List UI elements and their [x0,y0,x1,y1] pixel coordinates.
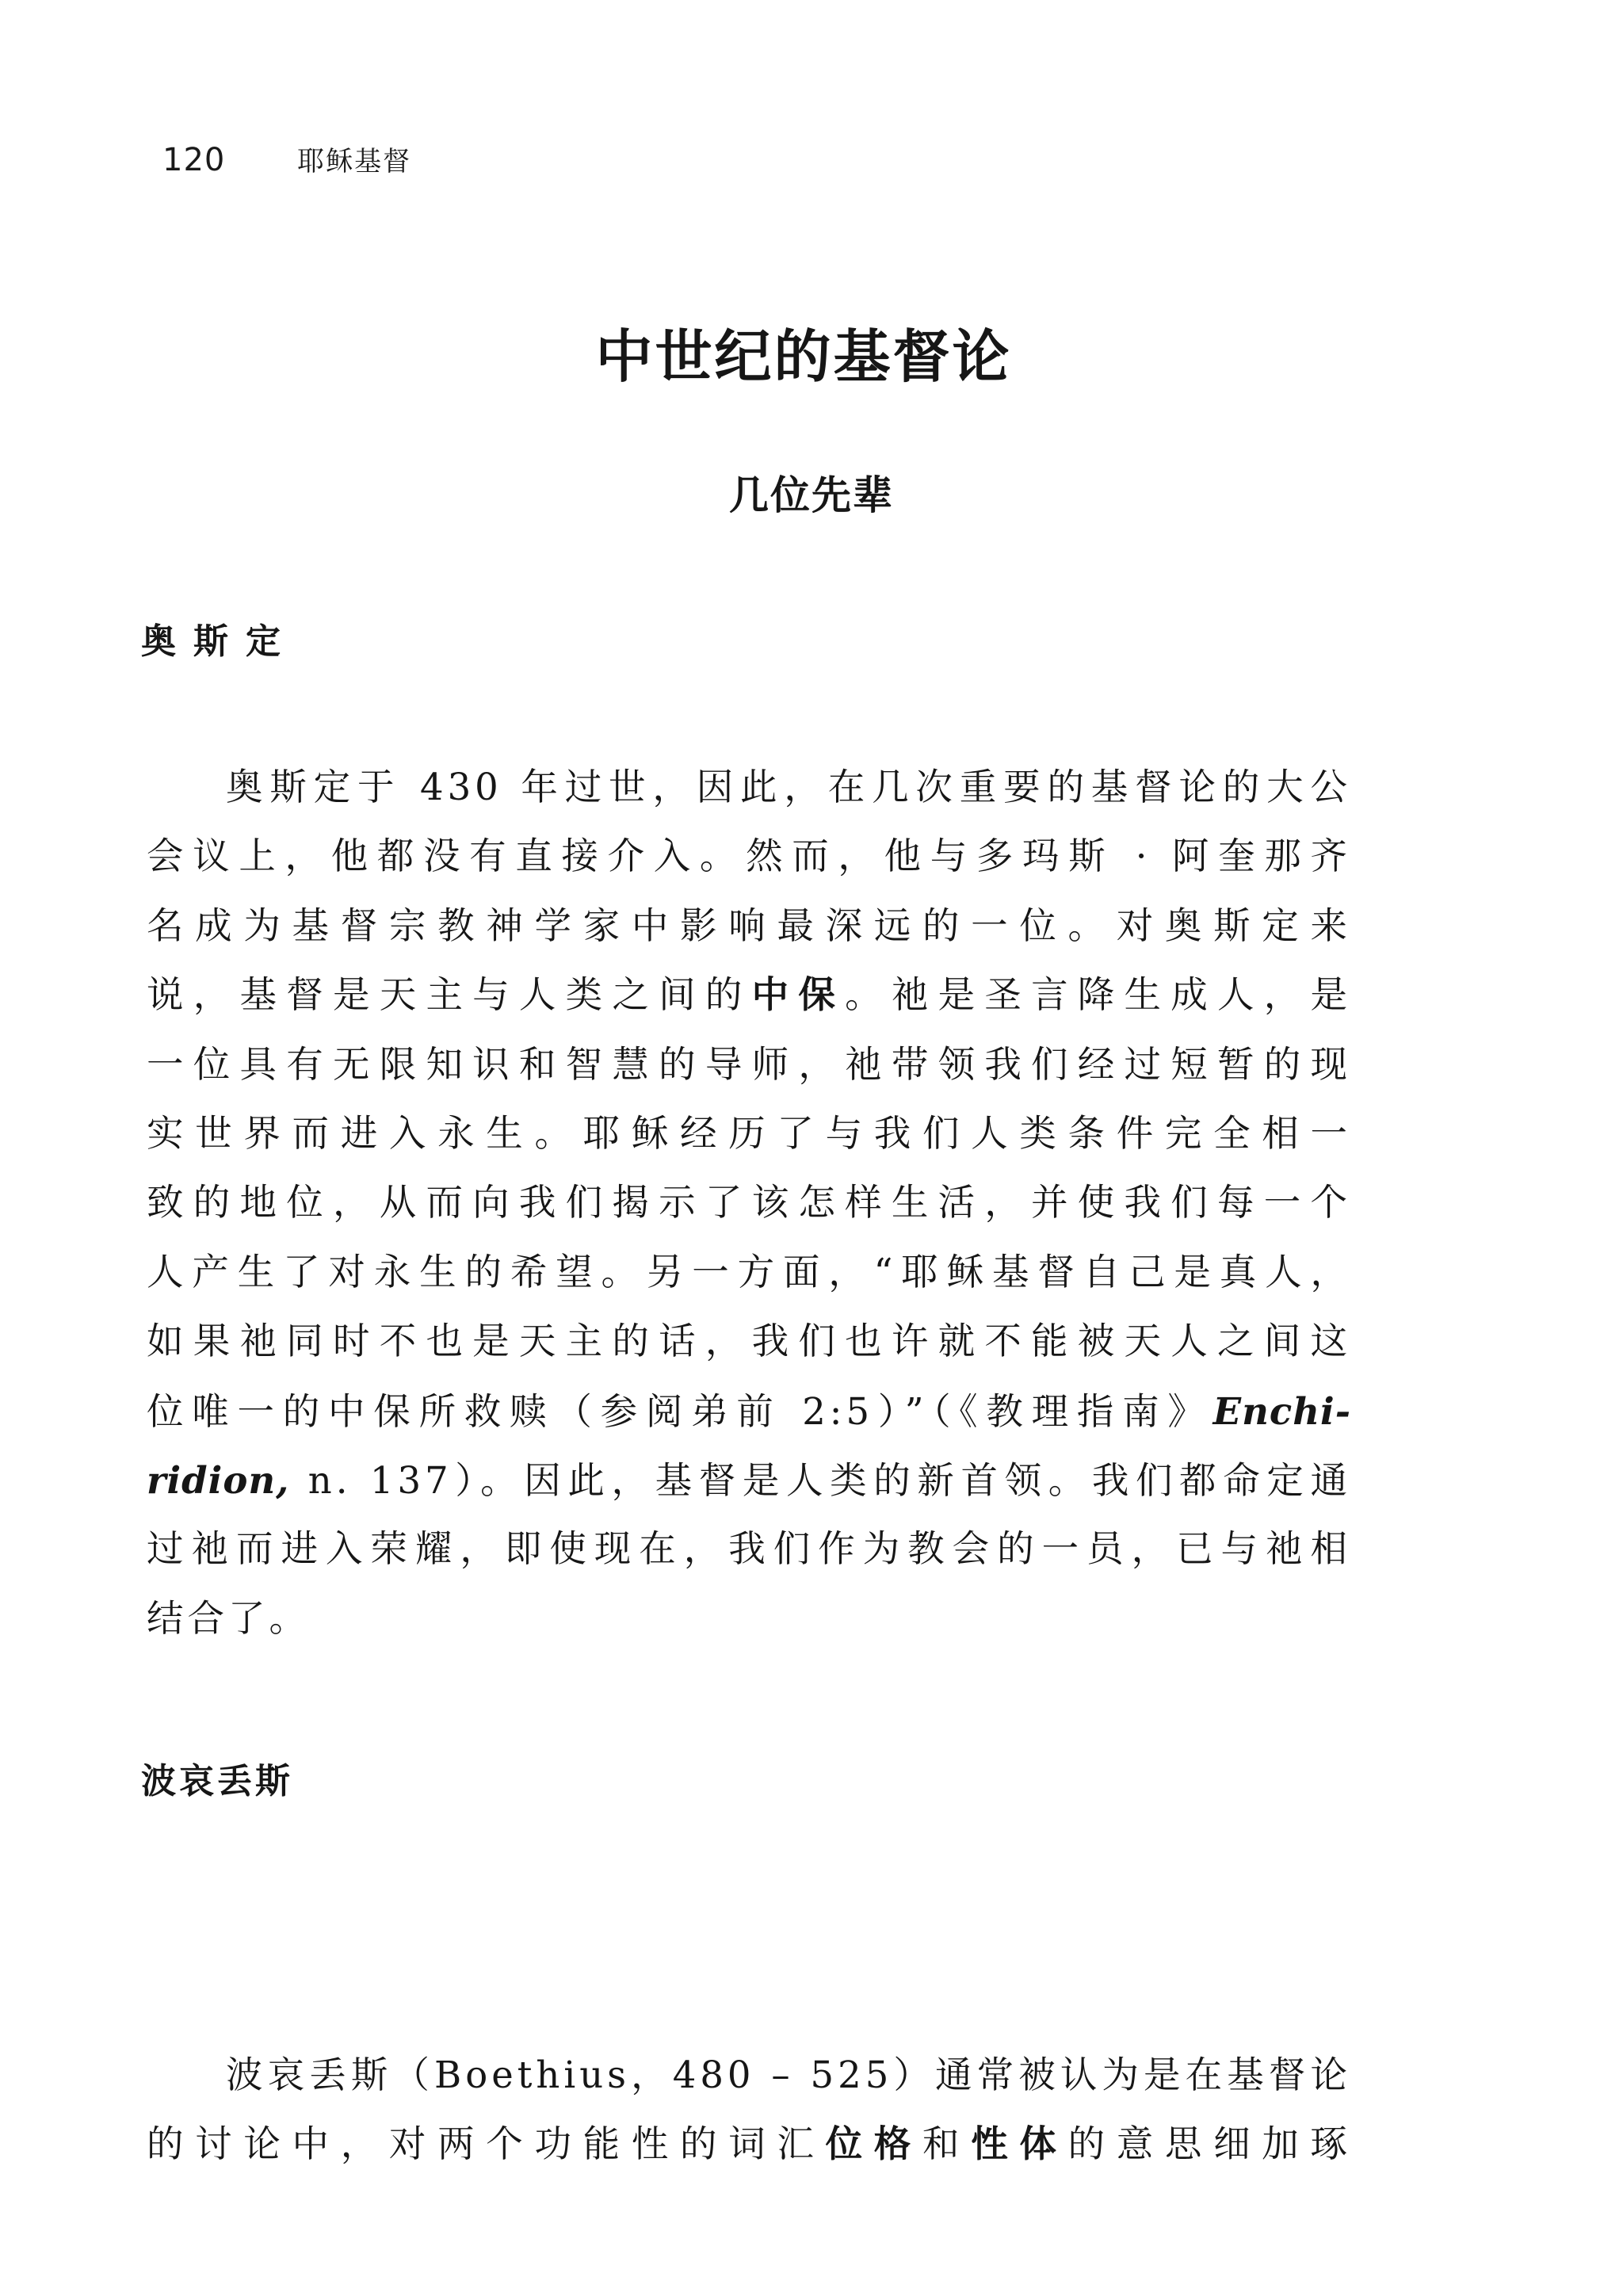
subsection-heading-augustine: 奥斯定 [141,621,298,662]
text-line: 一位具有无限知识和智慧的导师，祂带领我们经过短暂的现 [147,1042,1351,1086]
text-run: 的意思细加琢 [1067,2122,1351,2166]
text-line: 会议上，他都没有直接介入。然而，他与多玛斯 · 阿奎那齐 [147,835,1351,878]
text-line: 实世界而进入永生。耶稣经历了与我们人类条件完全相一 [147,1111,1351,1155]
latin-title-enchiridion: Enchi- [1212,1389,1351,1433]
text-run: 的讨论中，对两个功能性的词汇 [147,2122,826,2166]
text-line: 如果祂同时不也是天主的话，我们也许就不能被天人之间这 [147,1320,1351,1363]
text-line: 结合了。 [147,1596,310,1640]
text-line: 人产生了对永生的希望。另一方面，“耶稣基督自己是真人， [147,1250,1351,1293]
section-title: 几位先辈 [729,472,894,518]
chapter-title: 中世纪的基督论 [595,323,1012,390]
text-line: 过祂而进入荣耀，即使现在，我们作为教会的一员，已与祂相 [147,1527,1351,1571]
subsection-heading-boethius: 波哀丢斯 [141,1761,293,1801]
text-line: 名成为基督宗教神学家中影响最深远的一位。对奥斯定来 [147,904,1351,947]
text-line: 波哀丢斯（Boethius，480 – 525）通常被认为是在基督论 [226,2053,1351,2096]
text-run: 说，基督是天主与人类之间的 [147,973,752,1017]
text-line [147,2110,1351,2179]
text-line: 奥斯定于 430 年过世，因此，在几次重要的基督论的大公 [226,766,1351,808]
highlighted-term-person: 位格 [825,2122,922,2166]
text-run: 和 [922,2122,972,2166]
text-line [147,1377,1351,1446]
highlighted-term-nature: 性体 [971,2122,1068,2166]
text-line [147,1446,1351,1515]
paragraph-augustine [147,753,1351,1653]
highlighted-term-mediator: 中保 [751,973,846,1017]
latin-title-enchiridion-cont: ridion, [147,1457,290,1502]
running-head [162,139,411,181]
text-run: 。祂是圣言降生成人，是 [845,973,1352,1017]
text-run: 位唯一的中保所救赎（参阅弟前 2:5）”（《教理指南》 [147,1389,1213,1433]
paragraph-boethius [147,2041,1351,2179]
text-line [147,961,1351,1030]
text-line: 致的地位，从而向我们揭示了该怎样生活，并使我们每一个 [147,1181,1351,1224]
text-run: n. 137）。因此，基督是人类的新首领。我们都命定通 [289,1458,1351,1502]
running-book-title: 耶稣基督 [297,146,412,178]
page-number: 120 [162,142,226,178]
